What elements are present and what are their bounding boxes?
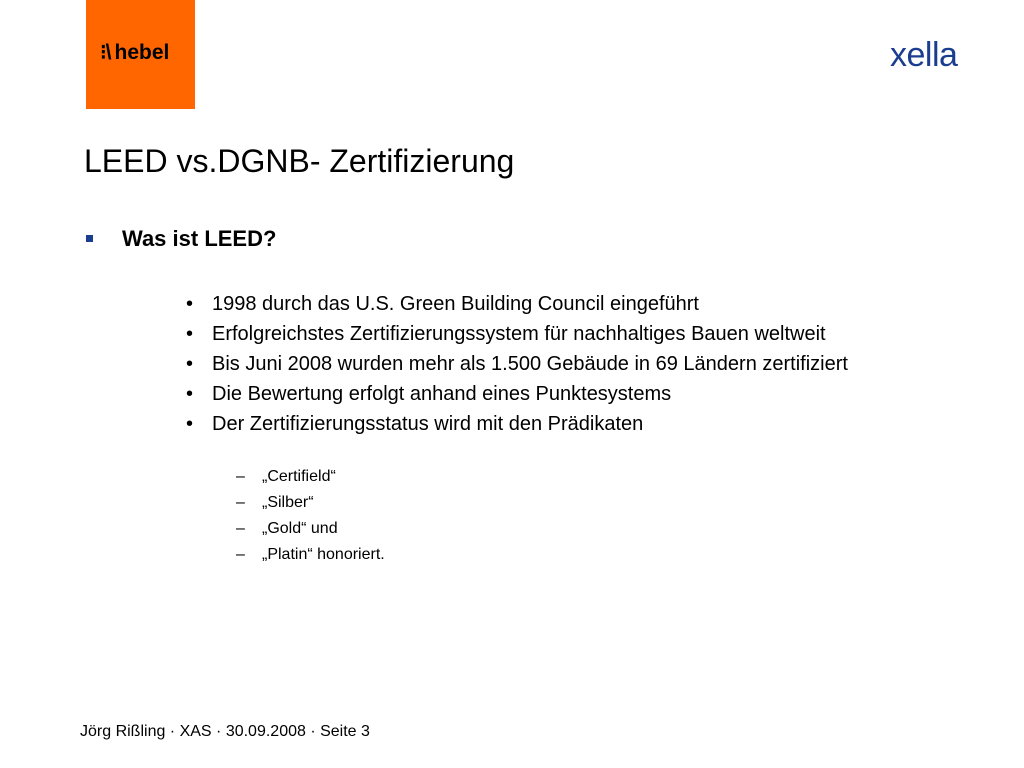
list-item-text: 1998 durch das U.S. Green Building Council eingeführt [212,293,699,315]
xella-logo [890,36,957,75]
xella-logo-text: xella [890,36,958,74]
list-item [186,293,926,316]
bullet-list [186,293,926,443]
list-item-text: Erfolgreichstes Zertifizierungssystem für nachhaltiges Bauen weltweit [212,323,826,345]
sub-list-item [236,468,385,486]
dash-bullet-icon: – [236,546,245,563]
sub-list-item [236,494,385,512]
bullet-dot-icon: • [186,383,194,405]
bullet-dot-icon: • [186,353,194,375]
sub-list-item-text: „Platin“ honoriert. [262,546,385,563]
dash-bullet-icon: – [236,468,245,485]
slide-footer: Jörg Rißling · XAS · 30.09.2008 · Seite 3 [80,723,370,740]
sub-bullet-list [236,468,385,572]
hebel-logo-text: hebel [114,41,170,64]
list-item-text: Der Zertifizierungsstatus wird mit den Prädikaten [212,413,644,435]
sub-list-item-text: „Certifield“ [262,468,336,485]
list-item-text: Bis Juni 2008 wurden mehr als 1.500 Gebäude in 69 Ländern zertifiziert [212,353,848,375]
sub-list-item-text: „Silber“ [262,494,314,511]
hebel-logo [100,40,169,65]
bullet-dot-icon: • [186,293,194,315]
bullet-dot-icon: • [186,413,194,435]
hebel-mark-icon: ⁝\ [100,41,111,64]
dash-bullet-icon: – [236,520,245,537]
slide-title: LEED vs.DGNB- Zertifizierung [84,143,515,179]
section-heading: Was ist LEED? [122,226,277,251]
dash-bullet-icon: – [236,494,245,511]
square-bullet-icon [86,235,93,242]
list-item [186,353,926,376]
sub-list-item [236,546,385,564]
sub-list-item-text: „Gold“ und [262,520,338,537]
bullet-dot-icon: • [186,323,194,345]
sub-list-item [236,520,385,538]
list-item [186,413,926,436]
list-item-text: Die Bewertung erfolgt anhand eines Punktesystems [212,383,672,405]
list-item [186,383,926,406]
list-item [186,323,926,346]
